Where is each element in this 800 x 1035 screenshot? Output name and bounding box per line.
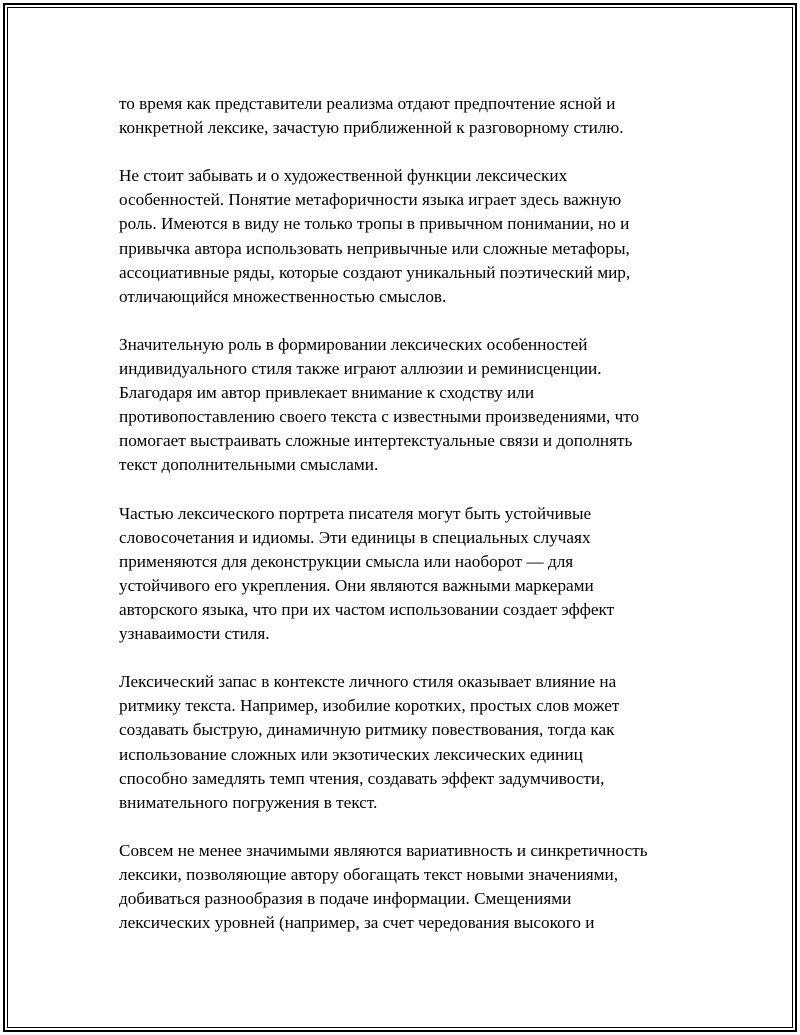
text-line: индивидуального стиля также играют аллюзии и реминисценции. [119,359,602,379]
text-line: особенностей. Понятие метафоричности языка играет здесь важную [119,190,622,210]
text-line: ритмику текста. Например, изобилие коротких, простых слов может [119,696,620,716]
text-line: помогает выстраивать сложные интертекстуальные связи и дополнять [119,431,633,451]
text-line: внимательного погружения в текст. [119,792,378,812]
text-line: привычка автора использовать непривычные или сложные метафоры, [119,238,630,258]
text-line: лексики, позволяющие автору обогащать текст новыми значениями, [119,865,619,884]
text-line: Благодаря им автор привлекает внимание к сходству или [119,383,535,403]
text-line: ассоциативные ряды, которые создают уникальный поэтический мир, [119,262,631,282]
text-line: устойчивого его укрепления. Они являются важными маркерами [119,575,594,595]
text-line: использование сложных или экзотических лексических единиц [119,744,583,764]
paragraph [119,502,699,647]
text-line: узнаваимости стиля. [119,624,270,644]
text-line: противопоставлению своего текста с известными произведениями, что [119,407,640,427]
text-line: применяются для деконструкции смысла или наоборот — для [119,551,574,571]
paragraph [119,670,699,815]
text-line: создавать быструю, динамичную ритмику повествования, тогда как [119,720,615,740]
text-line: Совсем не менее значимыми являются вариативность и синкретичность [119,840,648,860]
text-line: добиваться разнообразия в подаче информации. Смещениями [119,889,572,909]
text-line: Значительную роль в формировании лексических особенностей [119,334,588,354]
paragraph [119,839,699,935]
text-line: то время как представители реализма отдают предпочтение ясной и [119,94,616,113]
text-line: роль. Имеются в виду не только тропы в привычном понимании, но и [119,214,630,234]
text-line: Частью лексического портрета писателя могут быть устойчивые [119,503,592,523]
text-line: текст дополнительными смыслами. [119,455,379,475]
paragraph [119,333,699,478]
text-line: конкретной лексике, зачастую приближенной к разговорному стилю. [119,118,624,138]
text-line: лексических уровней (например, за счет чередования высокого и [119,913,595,933]
paragraph [119,92,699,140]
document-text-body [119,92,699,959]
text-line: способно замедлять темп чтения, создавать эффект задумчивости, [119,768,605,788]
text-line: отличающийся множественностью смыслов. [119,286,447,306]
text-line: словосочетания и идиомы. Эти единицы в специальных случаях [119,527,591,547]
text-line: Лексический запас в контексте личного стиля оказывает влияние на [119,672,617,692]
paragraph [119,164,699,309]
text-line: авторского языка, что при их частом использовании создает эффект [119,599,615,619]
text-line: Не стоит забывать и о художественной функции лексических [119,166,568,186]
